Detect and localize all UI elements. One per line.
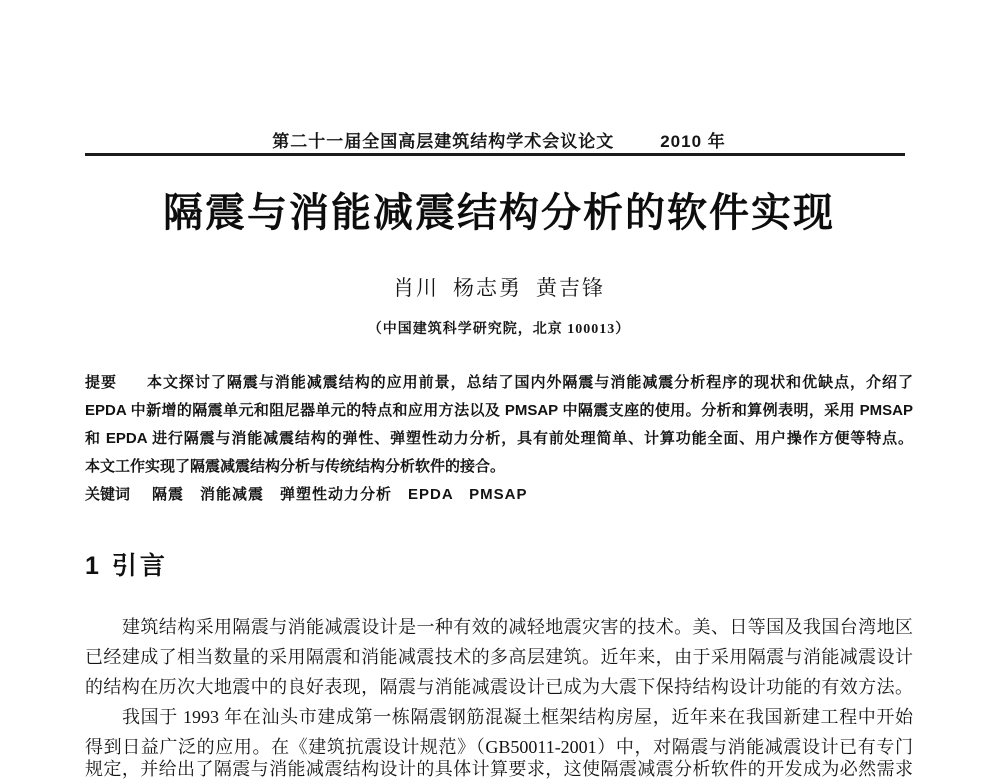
abstract-label: 提要 <box>85 374 117 391</box>
body-line <box>85 612 913 642</box>
abstract-block <box>85 369 913 509</box>
author-3: 黄吉锋 <box>536 276 605 300</box>
body-line <box>85 702 913 732</box>
authors-line <box>85 272 913 302</box>
body-line: 的结构在历次大地震中的良好表现，隔震与消能减震设计已成为大震下保持结构设计功能的有效方法。 <box>85 677 913 697</box>
body-line: 已经建成了相当数量的采用隔震和消能减震技术的多高层建筑。近年来，由于采用隔震与消能减震设计 <box>85 647 913 667</box>
header-rule <box>85 153 905 156</box>
conference-name: 第二十一届全国高层建筑结构学术会议论文 <box>272 132 615 151</box>
author-1: 肖川 <box>393 276 439 300</box>
abstract-line: 本文工作实现了隔震减震结构分析与传统结构分析软件的接合。 <box>85 458 506 475</box>
keywords-text: 隔震 消能减震 弹塑性动力分析 EPDA PMSAP <box>152 486 528 503</box>
body-line-clipped: 规定，并给出了隔震与消能减震结构设计的具体计算要求，这使隔震减震分析软件的开发成为必然需求 <box>85 759 913 779</box>
keywords-label: 关键词 <box>85 486 131 503</box>
keywords-line <box>85 481 913 509</box>
running-head <box>85 127 913 152</box>
author-2: 杨志勇 <box>453 276 522 300</box>
paper-title: 隔震与消能减震结构分析的软件实现 <box>163 191 835 235</box>
header-year: 2010 年 <box>660 132 726 151</box>
abstract-line: EPDA 中新增的隔震单元和阻尼器单元的特点和应用方法以及 PMSAP 中隔震支座的使用。分析和算例表明，采用 PMSAP <box>85 402 913 419</box>
section-1-body <box>85 612 913 762</box>
body-line: 得到日益广泛的应用。在《建筑抗震设计规范》（GB50011-2001）中，对隔震与消能减震设计已有专门 <box>85 737 913 757</box>
body-text: 我国于 1993 年在汕头市建成第一栋隔震钢筋混凝土框架结构房屋，近年来在我国新建工程中开始 <box>122 707 913 727</box>
body-text: 建筑结构采用隔震与消能减震设计是一种有效的减轻地震灾害的技术。美、日等国及我国台湾地区 <box>122 617 913 637</box>
section-1-heading: 1 引言 <box>85 552 168 580</box>
abstract-line: 和 EPDA 进行隔震与消能减震结构的弹性、弹塑性动力分析，具有前处理简单、计算功能全面、用户操作方便等特点。 <box>85 430 913 447</box>
abstract-text: 本文探讨了隔震与消能减震结构的应用前景，总结了国内外隔震与消能减震分析程序的现状和优缺点，介绍了 <box>146 374 913 391</box>
abstract-line <box>85 369 913 397</box>
affiliation: （中国建筑科学研究院，北京 100013） <box>367 322 631 337</box>
